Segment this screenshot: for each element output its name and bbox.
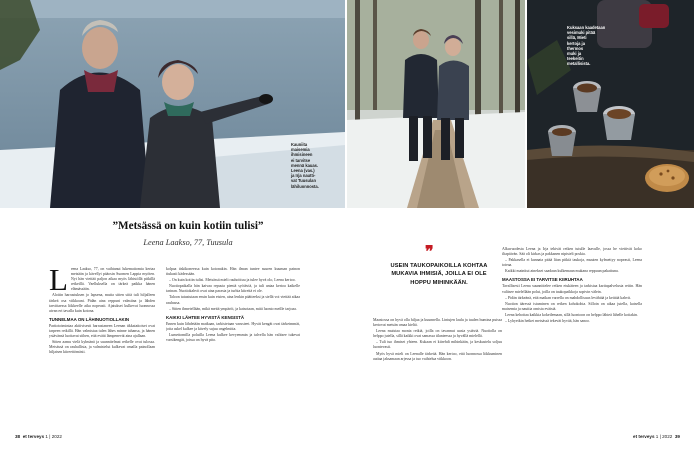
quote-mark-icon: ❞	[425, 244, 434, 261]
issue-left: 1 | 2022	[45, 434, 62, 439]
drop-cap: L	[49, 267, 68, 297]
photo-caption-left: Kauniita maisemia ihmisineen ei tarvitse mennä kauas. Leena (vas.) ja Irja nautti- vat Tuusulan lähiluonnosta.	[291, 142, 319, 189]
magazine-name-right: et terveys	[633, 434, 655, 439]
body-paragraph: Maastossa on hyvä olla hiljaa ja kuunnella. Lintujen laulu ja tuulen humina puissa kertovat metsän omaa kieltä.	[373, 318, 502, 328]
pull-quote: USEIN TAUKOPAIKOILLA KOHTAA MUKAVIA IHMISIÄ, JOILLA EI OLE HOPPU MIHINKÄÄN.	[390, 263, 488, 286]
body-paragraph: kolpaa tiskikoneessa kuin kotonakin. Hän ilman tuntee suuren kuuman painon tiukasti kädessään.	[166, 267, 300, 277]
article-title: ”Metsässä on kuin kotiin tulisi”	[112, 220, 264, 232]
body-paragraph: Nuotiopaikalla hän kaivaa repusta pieniä syötäviä, ja tuli antaa kertoa kaikelle tarinan. Nuotiokahvit ovat aina parasta ja turhia kiireitä ei ole.	[166, 284, 300, 294]
body-paragraph: Sitten aamu vielä kylmänä ja suunnitelmat retkelle ovat tulossa. Metsässä on rauhallista, ja valmistelut kulkevat omalla painollaan hiljaisen kiireettömästi.	[49, 340, 155, 355]
text-column-1	[49, 267, 155, 427]
page-number-left: 38	[15, 434, 21, 439]
body-paragraph: – Tuli tuo ihmiset yhteen. Kukaan ei kiirehdi mihinkään, ja keskustelu soljuu luontevasti.	[373, 340, 502, 350]
section-heading: KAIKKI LÄHTEE HYVISTÄ KENGISTÄ	[166, 314, 245, 320]
body-paragraph: Myös hyvä mieli on Leenalle tärkeää. Hän kertoo, että luonnossa liikkuminen auttaa jaksamaan arjessa ja tuo vaihtelua viikkoon.	[373, 351, 502, 361]
text-column-2	[166, 267, 300, 427]
body-paragraph: Kaikki mainitut ainekset saadaan kulkemaan mukana reppuun pakattuna.	[505, 269, 619, 274]
body-paragraph: Leena muistaa monia retkiä, joilla on tavannut uusia ystäviä. Nuotiolla on helppo jutella, sillä kaikki ovat samassa tilanteessa ja hyvällä mielellä.	[373, 329, 502, 339]
article-byline: Leena Laakso, 77, Tuusula	[143, 238, 233, 247]
page-number-right: 39	[674, 434, 680, 439]
folio-left	[15, 434, 62, 439]
body-paragraph: Partiotoimintaa aktiivisesti harrastaneen Leenan tikkataitoiset ovat tarpeen retkillä. Hän valmistaa tulen lähes minne tahansa, ja hänen ystävänsä luottavat siihen, että eväät lämpenevät aina ajallaan.	[49, 323, 155, 339]
body-paragraph: – Lyhyetkin hetket metsässä tekevät hyvää, hän sanoo.	[505, 319, 591, 324]
body-paragraph: Aloitin harrastuksen jo lapsena, mutta sitten siitä tuli hiljalleen tärkeä osa viikkoani. Pidän aina reppuni valmiina ja lähden tarvittaessa liikkeelle aika nopeasti. Ajatukset kulkevat luonnossa aivan eri tavalla kuin kotona.	[49, 293, 155, 313]
lead-paragraph: Leena Laakso, 77, on vaihtanut lukemattomia kertaa metsään ja kävellyt pääosin Suomen Lappia myöten. Nyt hän viettää paljon aikaa myös lähistöllä pitkillä retkeillä. Vaelluksella on tärkeä paikka hänen elämässään.	[49, 267, 155, 297]
issue-right: 1 | 2022	[655, 434, 673, 439]
text-column-3	[373, 318, 502, 428]
body-paragraph: Ennen kuin lähdetään matkaan, tarkistetaan varusteet. Hyvät kengät ovat tärkeimmät, jotta askel kulkee ja kävely sujuu ongelmitta.	[166, 321, 300, 331]
photo-women-walking-forest	[347, 0, 525, 208]
body-paragraph: – On kuin kotiin tulisi. Metsässä mieli rauhoittuu ja tulee hyvä olo, Leena kertoo.	[169, 278, 296, 283]
body-paragraph: Alkuvuodesta Leena ja Irja tekivät retken tutulle laavulle, jossa he viettivät koko iltapäivän. Sää oli kirkas ja pakkanen nipisteli poskia.	[502, 247, 642, 257]
body-paragraph: Lumettomilla poluilla Leena kulkee kevyemmin ja talvella hän valitsee tukevat varsikengät, joissa on hyvä pito.	[166, 332, 300, 343]
magazine-name-left: et terveys	[22, 434, 45, 439]
body-paragraph: Nuotion ääressä istuminen on retken kohokohta. Silloin on aikaa jutella, katsella maisemia ja nauttia omista eväistä.	[502, 301, 642, 311]
section-heading: TUNNELMAA ON LÄHINUOTIOLLAKIN	[49, 316, 130, 322]
body-paragraph: Tavallisesti Leena suunnittelee retken etukäteen ja tarkistaa karttapalvelusta reitin. Hän valitsee mielellään polut, joilla on taukopaikkoja sopivin välein.	[502, 284, 642, 294]
photo-caption-right: Kuksaan kaadetaan vesimuki pitää sillä, Mieti kertoja ja thermos muki ja teekeitin metallisista.	[567, 25, 606, 67]
folio-right	[633, 434, 680, 439]
section-heading: MAASTOSSA EI TARVITSE KIIRUHTAA	[502, 277, 583, 283]
body-paragraph: – Pidän tärkeänä, että matkan varrella on mahdollisuus levähtää ja keittää kahvit.	[505, 295, 632, 300]
body-paragraph: – Pakkasella ei kannata pitää liian pitkiä taukoja, muuten kylmettyy nopeasti, Leena toteaa.	[502, 258, 642, 268]
body-paragraph: Taloon tutustutaan ensin kuin etsien, aina lenkin päätteeksi ja siellä voi viettää aikaa rauhassa.	[166, 295, 300, 305]
body-paragraph: Leena kehottaa kaikkia kokeilemaan, sillä luontoon on helppo lähteä lähelle kotiakin.	[505, 312, 638, 317]
text-column-4	[502, 247, 642, 427]
body-paragraph: – Sitten ihmetellään, mikä meitä ympäröi, ja katsotaan, mitä luonto meille tarjoaa.	[169, 306, 297, 311]
